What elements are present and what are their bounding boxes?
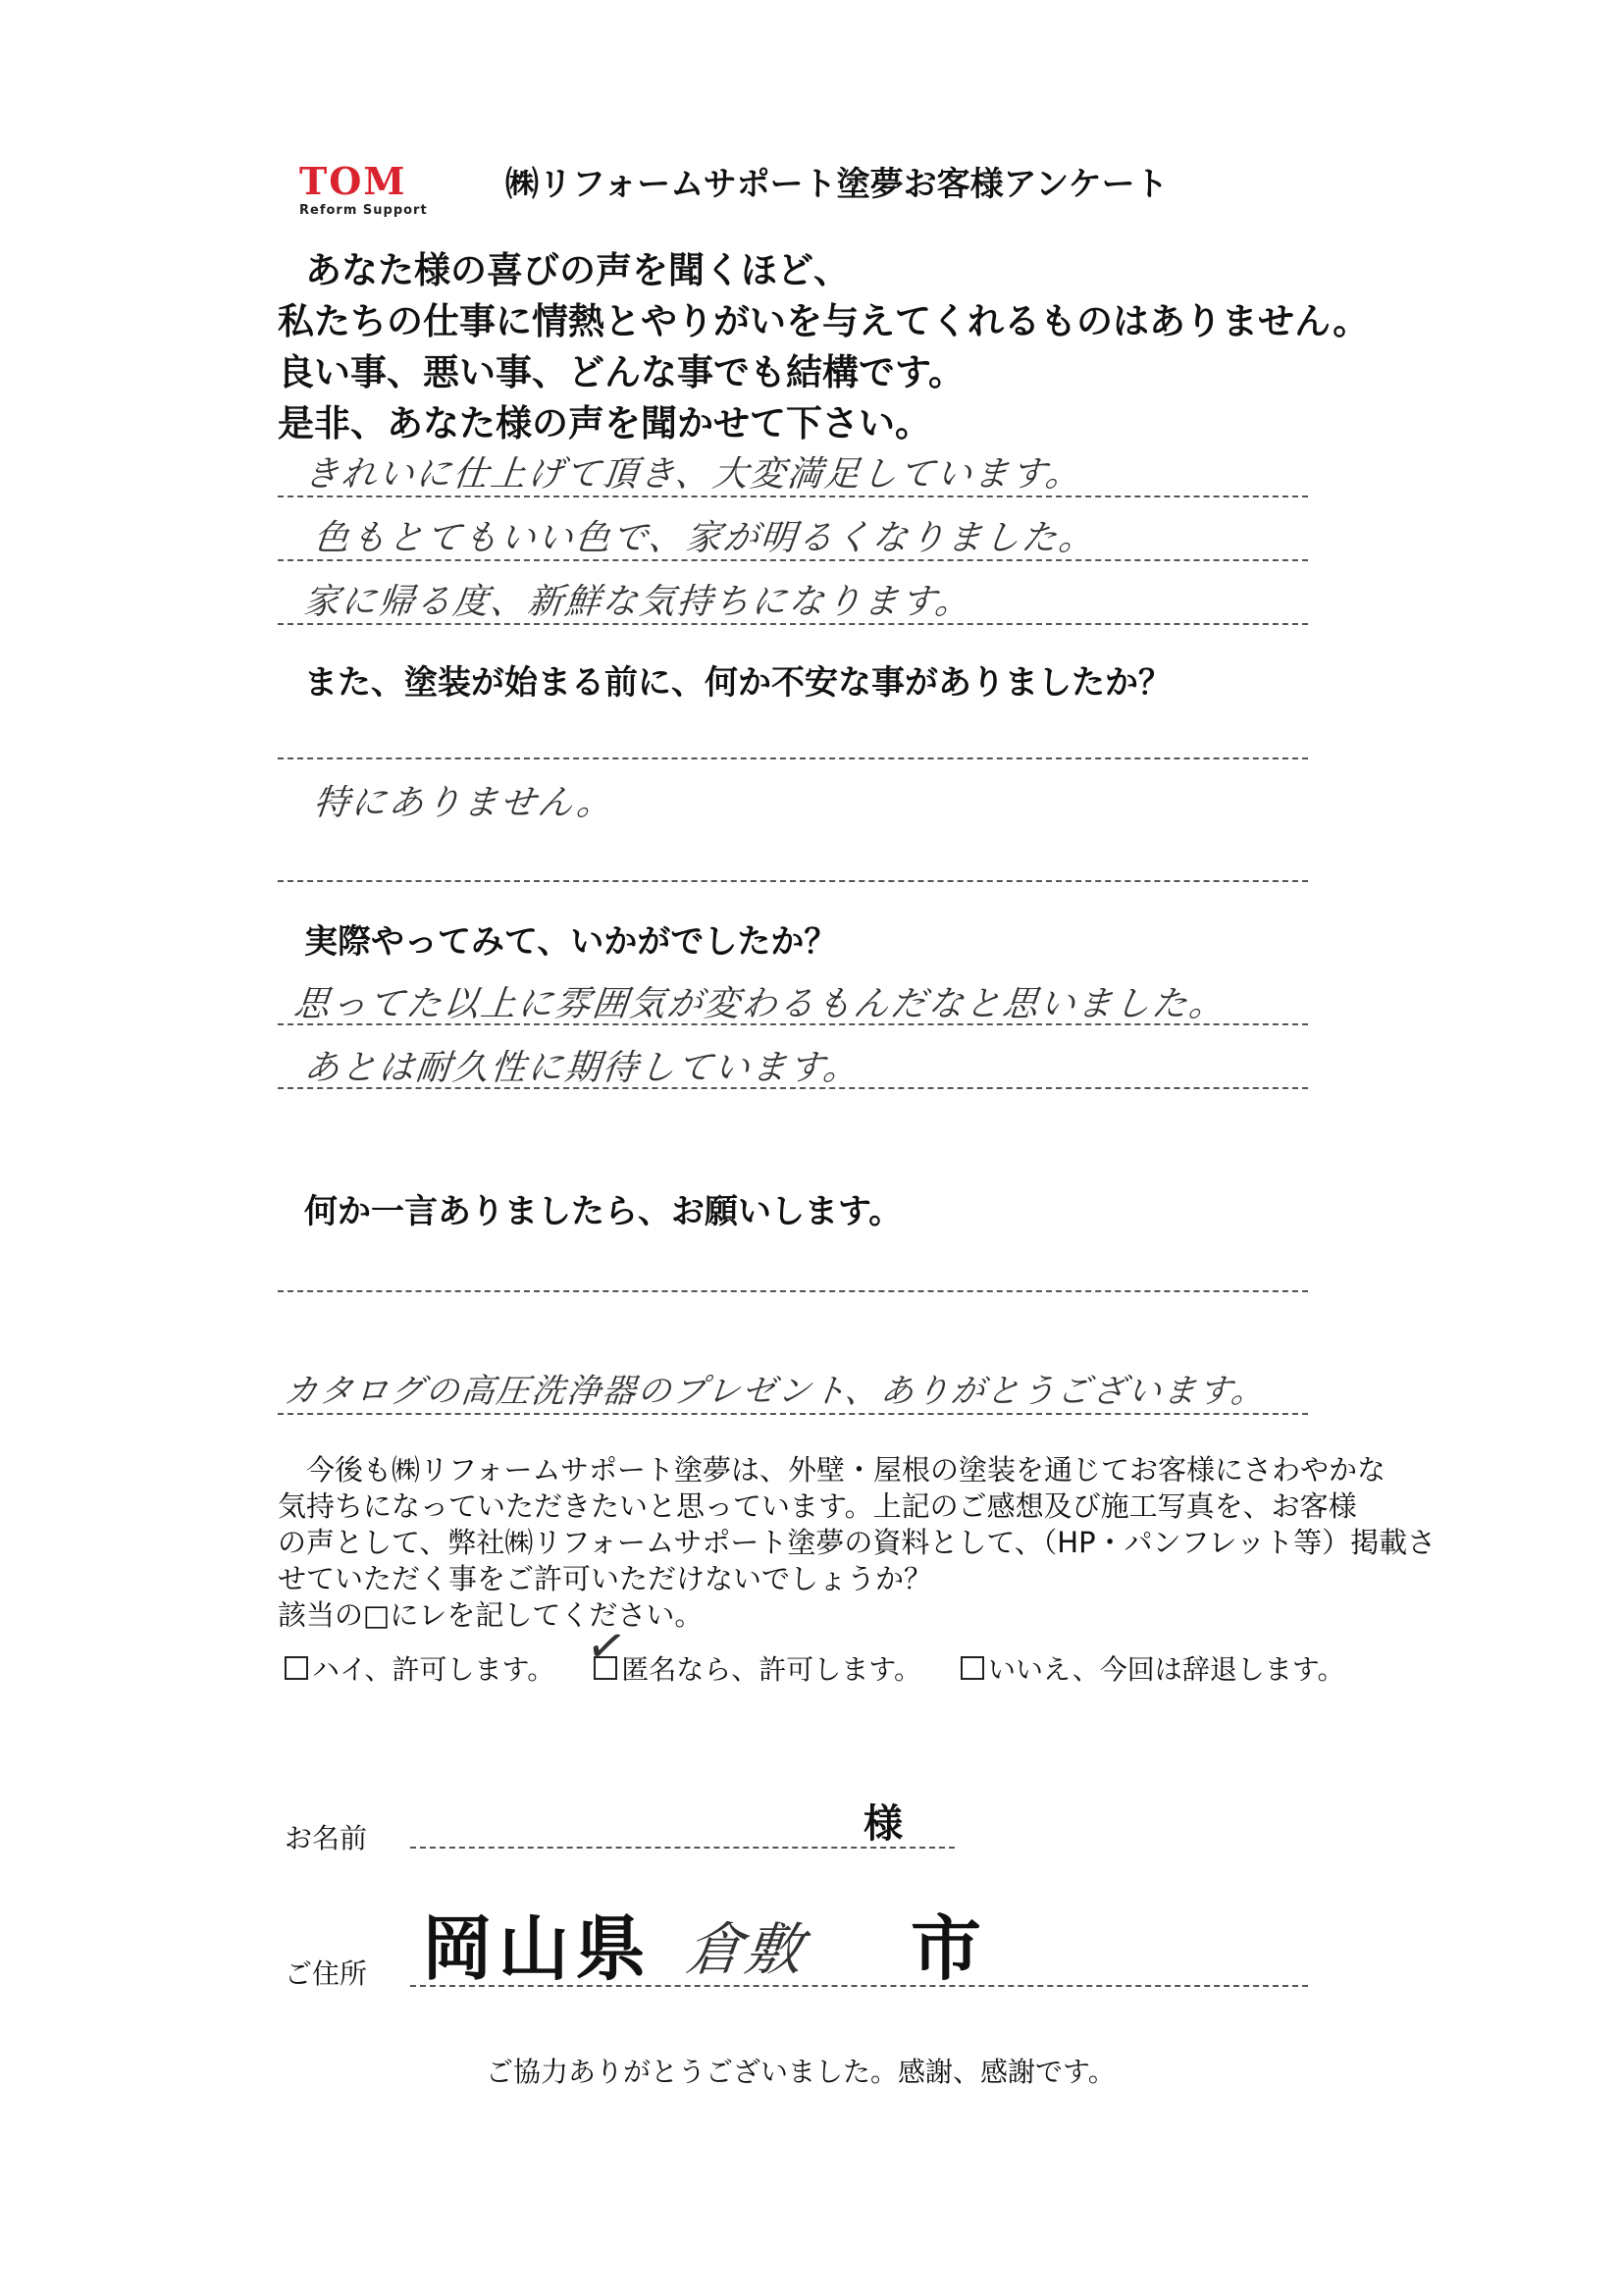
answer4: カタログの高圧洗浄器のプレゼント、ありがとうございます。 [282, 1372, 1269, 1411]
answer-rule [278, 1087, 1308, 1089]
name-field[interactable] [410, 1847, 955, 1849]
prefecture: 岡山県 [422, 1910, 653, 1989]
option-allow[interactable] [285, 1648, 554, 1688]
answer-rule [278, 1290, 1308, 1292]
intro-line: 良い事、悪い事、どんな事でも結構です。 [278, 351, 966, 393]
option-anonymous[interactable] [594, 1648, 921, 1688]
city-handwritten: 倉敷 [682, 1916, 809, 1983]
name-label: お名前 [285, 1822, 368, 1854]
answer1-line: 家に帰る度、新鮮な気持ちになります。 [301, 582, 974, 622]
option-label: いいえ、今回は辞退します。 [988, 1653, 1345, 1686]
question-4: 何か一言ありましたら、お願いします。 [304, 1192, 903, 1231]
address-label: ご住所 [285, 1957, 368, 1990]
thank-you-footer: ご協力ありがとうございました。感謝、感謝です。 [486, 2056, 1116, 2088]
intro-line: あなた様の喜びの声を聞くほど、 [305, 249, 850, 291]
answer-rule [278, 1023, 1308, 1025]
answer-rule [278, 880, 1308, 882]
intro-text [278, 245, 1369, 449]
permission-options [285, 1648, 1344, 1688]
name-suffix: 様 [863, 1801, 903, 1847]
intro-line: 私たちの仕事に情熱とやりがいを与えてくれるものはありません。 [278, 300, 1370, 342]
city-suffix: 市 [911, 1910, 988, 1989]
checkbox-decline[interactable] [961, 1656, 984, 1680]
answer-rule [278, 757, 1308, 759]
option-label: 匿名なら、許可します。 [621, 1653, 922, 1686]
intro-line: 是非、あなた様の声を聞かせて下さい。 [278, 402, 931, 444]
permission-paragraph [278, 1452, 1437, 1634]
paragraph-line: 今後も㈱リフォームサポート塗夢は、外壁・屋根の塗装を通じてお客様にさわやかな [278, 1453, 1386, 1487]
answer-rule [278, 623, 1308, 625]
answer1-line: 色もとてもいい色で、家が明るくなりました。 [311, 518, 1099, 558]
answer3-line: あとは耐久性に期待しています。 [301, 1048, 863, 1088]
answer-rule [278, 496, 1308, 497]
answer2: 特にありません。 [311, 783, 617, 823]
checkbox-allow[interactable] [285, 1656, 308, 1680]
option-decline[interactable] [961, 1648, 1344, 1688]
question-2: また、塗装が始まる前に、何か不安な事がありましたか？ [304, 663, 1172, 703]
logo-mark: TOM [299, 159, 407, 203]
answer-rule [278, 559, 1308, 561]
paragraph-line: の声として、弊社㈱リフォームサポート塗夢の資料として、（HP・パンフレット等）掲載さ [278, 1526, 1437, 1559]
option-label: ハイ、許可します。 [312, 1653, 555, 1686]
check-mark-icon: ✓ [582, 1615, 631, 1678]
answer3-line: 思ってた以上に雰囲気が変わるもんだなと思いました。 [291, 984, 1229, 1024]
question-3: 実際やってみて、いかがでしたか？ [304, 922, 838, 962]
logo-subtitle: Reform Support [299, 203, 428, 218]
paragraph-line: 該当の□にレを記してください。 [278, 1598, 704, 1632]
paragraph-line: 気持ちになっていただきたいと思っています。上記のご感想及び施工写真を、お客様 [278, 1489, 1357, 1523]
address-field[interactable] [410, 1985, 1308, 1987]
answer1-line: きれいに仕上げて頂き、大変満足しています。 [301, 454, 1085, 495]
company-logo [299, 159, 446, 231]
survey-title: ㈱リフォームサポート塗夢お客様アンケート [505, 165, 1169, 204]
paragraph-line: せていただく事をご許可いただけないでしょうか？ [278, 1562, 933, 1595]
answer-rule [278, 1413, 1308, 1415]
